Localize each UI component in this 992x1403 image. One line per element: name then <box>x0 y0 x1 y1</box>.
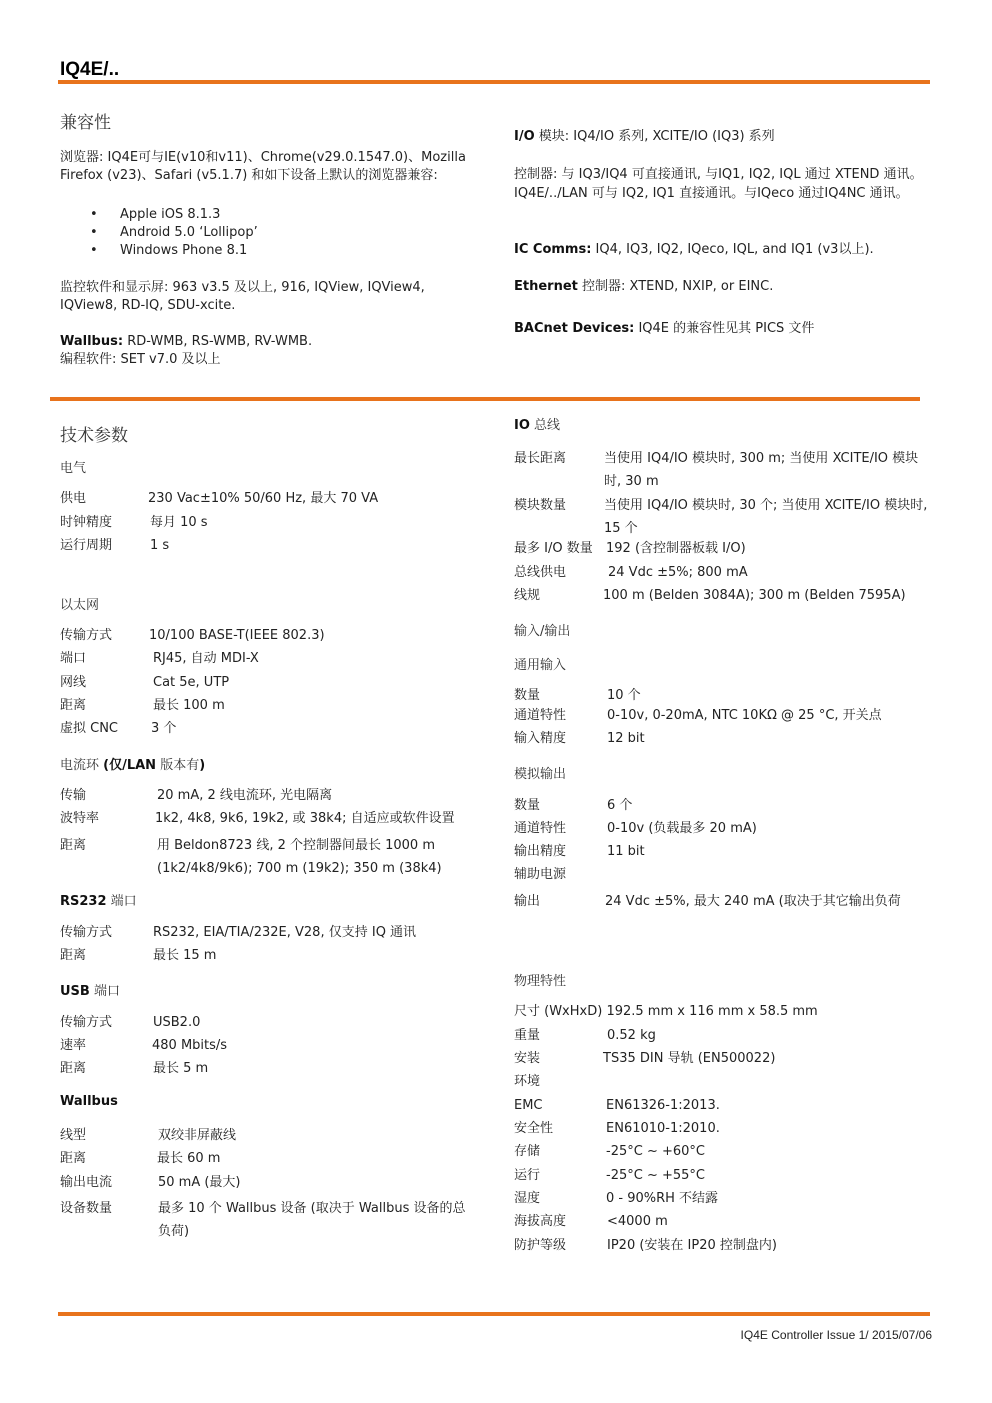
spec-key: 环境 <box>514 1074 541 1089</box>
heading-part: 总线 <box>529 418 561 433</box>
spec-key: 模块数量 <box>514 498 567 513</box>
spec-value: 100 m (Belden 3084A); 300 m (Belden 7595A) <box>603 588 906 603</box>
controller-compat-text: 控制器: 与 IQ3/IQ4 可直接通讯, 与IQ1, IQ2, IQL 通过 XTEND 通讯。IQ4E/../LAN 可与 IQ2, IQ1 直接通讯。与IQeco 通过IQ4NC 通讯。 <box>514 167 923 201</box>
rs232-heading <box>60 890 137 909</box>
spec-key-text: 尺寸 (WxHxD) <box>514 1004 603 1019</box>
spec-key: 安全性 <box>514 1121 554 1136</box>
spec-key: 网线 <box>60 675 87 690</box>
spec-key: 距离 <box>60 948 87 963</box>
spec-value: 50 mA (最大) <box>158 1175 241 1190</box>
spec-key: 速率 <box>60 1038 87 1053</box>
spec-key: 输出 <box>514 894 541 909</box>
spec-value: TS35 DIN 导轨 (EN500022) <box>603 1051 776 1066</box>
page-title: IQ4E/.. <box>60 59 120 80</box>
ethernet-heading: 以太网 <box>60 598 100 613</box>
universal-input-heading: 通用输入 <box>514 658 567 673</box>
spec-value: RS232, EIA/TIA/232E, V28, 仅支持 IQ 通讯 <box>153 925 417 940</box>
io-label: I/O <box>514 129 535 144</box>
spec-value: 24 Vdc ±5%, 最大 240 mA (取决于其它输出负荷 <box>605 894 901 909</box>
spec-value: 0-10v (负载最多 20 mA) <box>607 821 757 836</box>
spec-key: 存储 <box>514 1144 541 1159</box>
wallbus-compat <box>60 333 480 351</box>
heading-part: 端口 <box>89 984 120 999</box>
spec-value: 用 Beldon8723 线, 2 个控制器间最长 1000 m (1k2/4k8/9k6); 700 m (19k2); 350 m (38k4) <box>157 838 442 876</box>
spec-value: -25°C ~ +55°C <box>606 1168 705 1183</box>
spec-key: 通道特性 <box>514 708 567 723</box>
spec-key: 最长距离 <box>514 451 567 466</box>
spec-value: 10 个 <box>607 688 641 703</box>
spec-key: 总线供电 <box>514 565 567 580</box>
heading-part: IO <box>514 418 530 433</box>
electrical-heading: 电气 <box>60 461 87 476</box>
spec-value: 每月 10 s <box>150 515 208 530</box>
spec-value: 当使用 IQ4/IO 模块时, 300 m; 当使用 XCITE/IO 模块时, 30 m <box>604 451 919 489</box>
ic-comms-compat <box>514 241 934 259</box>
io-module-compat <box>514 128 934 146</box>
spec-value: 当使用 IQ4/IO 模块时, 30 个; 当使用 XCITE/IO 模块时, 15 个 <box>604 498 928 536</box>
spec-value: 最多 10 个 Wallbus 设备 (取决于 Wallbus 设备的总负荷) <box>158 1201 466 1239</box>
spec-value: 最长 60 m <box>157 1151 221 1166</box>
spec-value: 6 个 <box>607 798 633 813</box>
spec-key: 传输方式 <box>60 628 113 643</box>
wallbus-heading: Wallbus <box>60 1094 118 1109</box>
ethernet-compat <box>514 278 934 296</box>
spec-key: 防护等级 <box>514 1238 567 1253</box>
spec-key: 距离 <box>60 698 87 713</box>
spec-value: 0 - 90%RH 不结露 <box>606 1191 719 1206</box>
spec-key: 传输方式 <box>60 925 113 940</box>
heading-part: RS232 <box>60 894 107 909</box>
spec-key: 数量 <box>514 798 541 813</box>
heading-part: (仅/LAN <box>103 758 157 773</box>
wallbus-value: RD-WMB, RS-WMB, RV-WMB. <box>123 334 313 349</box>
list-item: • Windows Phone 8.1 <box>60 242 480 260</box>
spec-value: 最长 5 m <box>153 1061 209 1076</box>
spec-key: 湿度 <box>514 1191 541 1206</box>
spec-key: 供电 <box>60 491 87 506</box>
spec-key: 距离 <box>60 1151 87 1166</box>
spec-value: 20 mA, 2 线电流环, 光电隔离 <box>157 788 333 803</box>
spec-value: -25°C ~ +60°C <box>606 1144 705 1159</box>
prog-software-text: 编程软件: SET v7.0 及以上 <box>60 352 221 367</box>
heading-part: 电流环 <box>60 758 104 773</box>
eth-label: Ethernet <box>514 279 578 294</box>
spec-key: 海拔高度 <box>514 1214 567 1229</box>
compat-heading: 兼容性 <box>60 113 111 133</box>
browser-compat-text: 浏览器: IQ4E可与IE(v10和v11)、Chrome(v29.0.1547.0)、Mozilla Firefox (v23)、Safari (v5.1.7) 和如下设备上默认的浏览器兼容: <box>60 150 466 183</box>
spec-key: 输入精度 <box>514 731 567 746</box>
bacnet-value: IQ4E 的兼容性见其 PICS 文件 <box>634 321 815 336</box>
io-heading: 输入/输出 <box>514 624 571 639</box>
spec-value: 最长 100 m <box>153 698 225 713</box>
spec-value: 3 个 <box>151 721 177 736</box>
spec-key <box>514 1003 818 1021</box>
heading-part: 版本有 <box>156 758 200 773</box>
spec-key: 安装 <box>514 1051 541 1066</box>
spec-key: 运行周期 <box>60 538 113 553</box>
heading-part: ) <box>199 758 206 773</box>
spec-key: 数量 <box>514 688 541 703</box>
spec-key: 距离 <box>60 838 87 853</box>
spec-key: 通道特性 <box>514 821 567 836</box>
spec-key: 线规 <box>514 588 541 603</box>
spec-value: RJ45, 自动 MDI-X <box>153 651 259 666</box>
monitor-compat-text: 监控软件和显示屏: 963 v3.5 及以上, 916, IQView, IQView4, IQView8, RD-IQ, SDU-xcite. <box>60 280 425 313</box>
spec-value: IP20 (安装在 IP20 控制盘内) <box>607 1238 777 1253</box>
io-value: 模块: IQ4/IO 系列, XCITE/IO (IQ3) 系列 <box>534 129 775 144</box>
spec-value: 192.5 mm x 116 mm x 58.5 mm <box>606 1004 818 1019</box>
tech-heading: 技术参数 <box>60 426 128 446</box>
heading-part: USB <box>60 984 90 999</box>
spec-key: 虚拟 CNC <box>60 721 119 736</box>
spec-value: Cat 5e, UTP <box>153 675 230 690</box>
footer-divider <box>58 1312 930 1316</box>
spec-value: 0-10v, 0-20mA, NTC 10KΩ @ 25 °C, 开关点 <box>607 708 882 723</box>
header-divider <box>58 80 930 84</box>
heading-part: 端口 <box>106 894 137 909</box>
section-divider <box>50 397 920 401</box>
spec-value: 最长 15 m <box>153 948 217 963</box>
spec-value: 192 (含控制器板载 I/O) <box>606 541 746 556</box>
spec-key: 时钟精度 <box>60 515 113 530</box>
spec-value: 11 bit <box>607 844 645 859</box>
spec-key: 传输方式 <box>60 1015 113 1030</box>
list-item: • Apple iOS 8.1.3 <box>60 206 480 224</box>
spec-value: 480 Mbits/s <box>152 1038 228 1053</box>
spec-value: 双绞非屏蔽线 <box>158 1128 237 1143</box>
spec-value: 12 bit <box>607 731 645 746</box>
spec-value: 0.52 kg <box>607 1028 656 1043</box>
spec-key: 端口 <box>60 651 87 666</box>
bacnet-label: BACnet Devices: <box>514 321 635 336</box>
physical-heading: 物理特性 <box>514 974 567 989</box>
spec-key: 运行 <box>514 1168 541 1183</box>
spec-key: 线型 <box>60 1128 87 1143</box>
spec-value: <4000 m <box>607 1214 668 1229</box>
spec-key: 距离 <box>60 1061 87 1076</box>
spec-key: 最多 I/O 数量 <box>514 541 593 556</box>
spec-value: 10/100 BASE-T(IEEE 802.3) <box>149 628 325 643</box>
spec-value: 230 Vac±10% 50/60 Hz, 最大 70 VA <box>148 491 379 506</box>
eth-value: 控制器: XTEND, NXIP, or EINC. <box>577 279 774 294</box>
spec-key: 输出精度 <box>514 844 567 859</box>
spec-value: EN61010-1:2010. <box>606 1121 720 1136</box>
spec-key: 传输 <box>60 788 87 803</box>
spec-key: 重量 <box>514 1028 541 1043</box>
spec-key: 波特率 <box>60 811 100 826</box>
iobus-heading <box>514 414 560 433</box>
spec-key: 设备数量 <box>60 1201 113 1216</box>
usb-heading <box>60 980 120 999</box>
spec-value: 24 Vdc ±5%; 800 mA <box>608 565 748 580</box>
spec-key: 输出电流 <box>60 1175 113 1190</box>
footer-text: IQ4E Controller Issue 1/ 2015/07/06 <box>740 1328 932 1342</box>
spec-value: USB2.0 <box>153 1015 201 1030</box>
device-list <box>60 206 480 260</box>
current-loop-heading <box>60 754 205 773</box>
analog-output-heading: 模拟输出 <box>514 767 567 782</box>
spec-key: 辅助电源 <box>514 867 567 882</box>
spec-value: 1k2, 4k8, 9k6, 19k2, 或 38k4; 自适应或软件设置 <box>155 811 455 826</box>
wallbus-label: Wallbus: <box>60 334 124 349</box>
ic-label: IC Comms: <box>514 242 592 257</box>
spec-value: EN61326-1:2013. <box>606 1098 720 1113</box>
list-item: • Android 5.0 ‘Lollipop’ <box>60 224 480 242</box>
ic-value: IQ4, IQ3, IQ2, IQeco, IQL, and IQ1 (v3以上). <box>591 242 874 257</box>
bacnet-compat <box>514 320 934 338</box>
spec-key: EMC <box>514 1098 543 1113</box>
spec-value: 1 s <box>150 538 170 553</box>
